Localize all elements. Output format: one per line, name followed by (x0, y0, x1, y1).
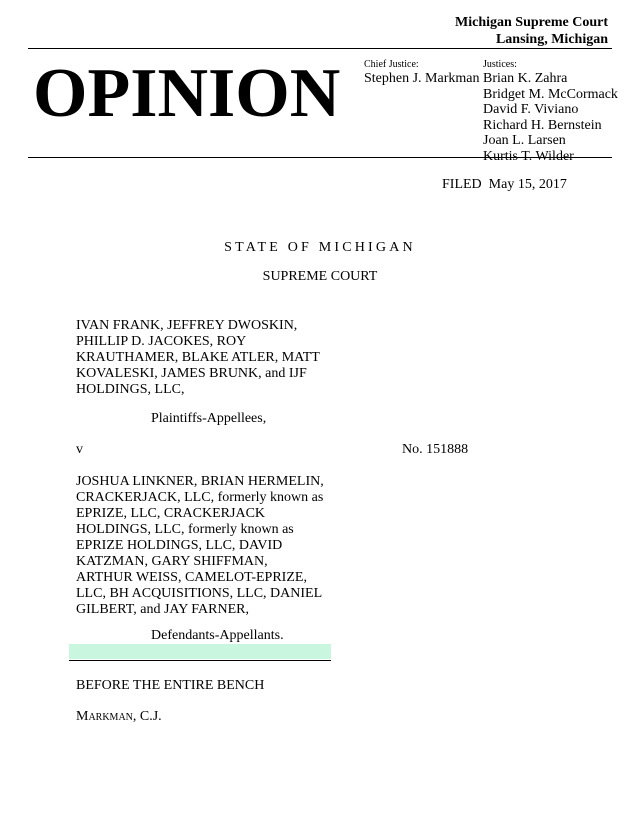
defendants-line: EPRIZE HOLDINGS, LLC, DAVID (76, 538, 283, 553)
plaintiffs-line: KOVALESKI, JAMES BRUNK, and IJF (76, 366, 307, 381)
chief-justice-label: Chief Justice: (364, 59, 419, 70)
bench-statement: BEFORE THE ENTIRE BENCH (76, 678, 265, 693)
filed-date: FILED May 15, 2017 (442, 177, 567, 192)
justices-list (483, 71, 618, 164)
court-name-block (455, 14, 608, 48)
opinion-author: Markman, C.J. (76, 709, 162, 724)
justice-name: Joan L. Larsen (483, 133, 566, 148)
plaintiffs-role: Plaintiffs-Appellees, (151, 411, 267, 426)
header-top-rule (28, 48, 612, 49)
defendants-line: KATZMAN, GARY SHIFFMAN, (76, 554, 268, 569)
court-heading: SUPREME COURT (262, 269, 378, 284)
plaintiffs-line: KRAUTHAMER, BLAKE ATLER, MATT (76, 350, 320, 365)
document-type-title: OPINION (33, 55, 341, 132)
justice-name: Kurtis T. Wilder (483, 148, 574, 164)
court-name: Michigan Supreme Court (455, 15, 608, 30)
chief-justice-name: Stephen J. Markman (364, 71, 480, 86)
state-heading: STATE OF MICHIGAN (224, 240, 416, 255)
header-bottom-rule (28, 157, 612, 158)
text-highlight (69, 644, 331, 659)
plaintiffs-line: IVAN FRANK, JEFFREY DWOSKIN, (76, 318, 298, 333)
plaintiffs-line: HOLDINGS, LLC, (76, 382, 185, 397)
defendants-block (76, 474, 324, 618)
docket-number: No. 151888 (402, 442, 469, 457)
plaintiffs-line: PHILLIP D. JACOKES, ROY (76, 334, 247, 349)
justice-name: Brian K. Zahra (483, 71, 568, 86)
defendants-line: ARTHUR WEISS, CAMELOT-EPRIZE, (76, 570, 307, 585)
versus-marker: v (76, 442, 83, 457)
caption-bottom-rule (69, 660, 331, 661)
justices-label: Justices: (483, 59, 517, 70)
defendants-role: Defendants-Appellants. (151, 628, 284, 643)
plaintiffs-block (76, 318, 346, 398)
defendants-line: EPRIZE, LLC, CRACKERJACK (76, 506, 266, 521)
defendants-line: LLC, BH ACQUISITIONS, LLC, DANIEL (76, 586, 323, 601)
justice-name: Richard H. Bernstein (483, 117, 602, 133)
justice-name: David F. Viviano (483, 102, 579, 117)
defendants-line: CRACKERJACK, LLC, formerly known as (76, 490, 324, 505)
defendants-line: HOLDINGS, LLC, formerly known as (76, 522, 294, 537)
court-location: Lansing, Michigan (495, 32, 608, 47)
defendants-line: JOSHUA LINKNER, BRIAN HERMELIN, (76, 474, 324, 489)
justice-name: Bridget M. McCormack (483, 86, 618, 102)
defendants-line: GILBERT, and JAY FARNER, (76, 602, 249, 617)
